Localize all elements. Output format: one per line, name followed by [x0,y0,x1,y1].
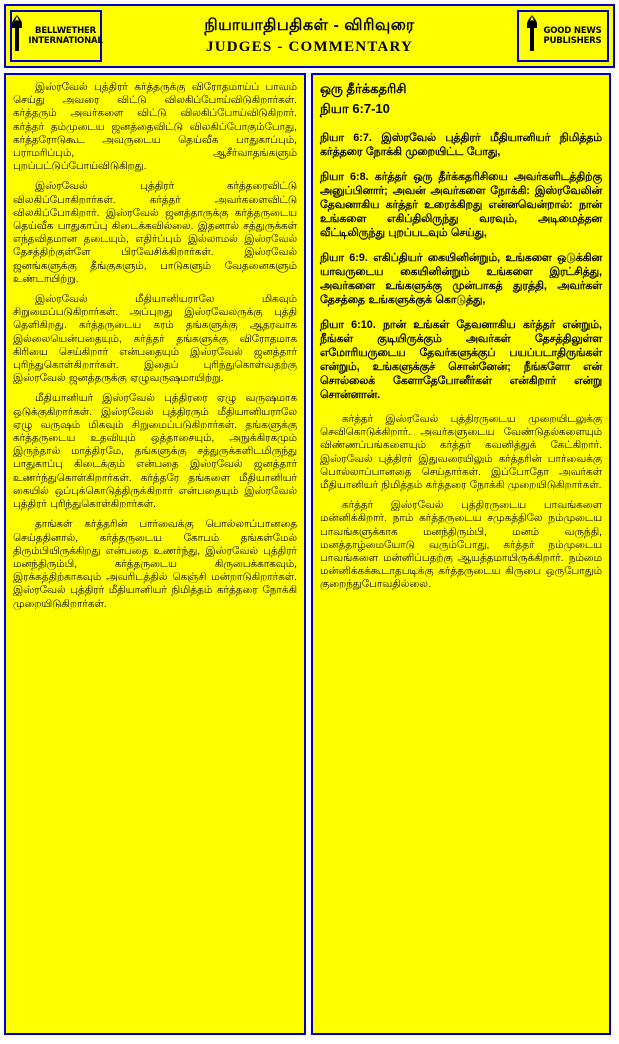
logo-line-1: BELLWETHER [35,26,96,36]
logo-line-2: PUBLISHERS [543,36,602,46]
logo-bellwether-label [28,26,102,46]
title-tamil: நியாயாதிபதிகள் - விரிவுரை [204,17,415,34]
paragraph: கர்த்தர் இஸ்ரவேல் புத்திரருடைய முறையிடலுக்கு செவிகொடுக்கிறார். அவர்களுடைய வேண்டுதல்களையும் விண்ணப்பங்களையும் கர்த்தர் கவனித்துக் கேட்கிறார். இஸ்ரவேல் புத்திரர் இதுவரையிலும் கர்த்தரின் பார்வைக்கு பொல்லாப்பானதை செய்தார்கள். இப்போதோ அவர்கள் மீதியானியர் நிமித்தம் கர்த்தரை நோக்கி முறையிடுகிறார்கள். [320,414,602,492]
logo-line-1: GOOD NEWS [543,26,602,36]
verse: நியா 6:9. எகிப்தியர் கையினின்றும், உங்களை ஒடுக்கின யாவருடைய கையினின்றும் உங்களை இரட்சித்து, அவர்களை உங்களுக்கு முன்பாகத் துரத்தி, அவர்கள் தேசத்தை உங்களுக்குக் கொடுத்து, [320,252,602,306]
paragraph: இஸ்ரவேல் புத்திரர் கர்த்தரைவிட்டு விலகிப்போகிறார்கள். கர்த்தர் அவர்களைவிட்டு விலகிப்போகிறார். இஸ்ரவேல் ஜனத்தாருக்கு கர்த்தருடைய தெய்வீக பாதுகாப்பு கிடைக்கவில்லை. இதனால் சத்துருக்கள் எந்தவிதமான தடையும், எதிர்ப்பும் இல்லாமல் இஸ்ரவேல் தேசத்திற்குள்ளே பிரவேசிக்கிறார்கள். இஸ்ரவேல் ஜனங்களுக்கு தீங்குகளும், பாடுகளும் வேதனைகளும் உண்டாயிற்று. [13,181,297,285]
paragraph: இஸ்ரவேல் புத்திரர் கர்த்தருக்கு விரோதமாய்ப் பாவம் செய்து அவரை விட்டு விலகிப்போய்விடுகிறார்கள். கர்த்தரும் அவர்களை விட்டு விலகிப்போய்விடுகிறார். கர்த்தர் தம்முடைய ஜனத்தைவிட்டு விலகிப்போகும்போது, கர்த்தரோடுகூட அவருடைய தெய்வீக பாதுகாப்பும், பராமரிப்பும், ஆசீர்வாதங்களும் புறப்பட்டுப்போய்விடுகிறது. [13,82,297,173]
verse: நியா 6:7. இஸ்ரவேல் புத்திரர் மீதியானியர் நிமித்தம் கர்த்தரை நோக்கி முறையிட்ட போது, [320,132,602,158]
logo-line-2: INTERNATIONAL [28,36,103,46]
paragraph: கர்த்தர் இஸ்ரவேல் புத்திரருடைய பாவங்களை மன்னிக்கிறார். நாம் கர்த்தருடைய சமுகத்திலே நம்முடைய பாவங்களுக்காக மனந்திரும்பி, மனம் வருந்தி, மனத்தாழ்மையோடு வரும்போது, கர்த்தர் நம்முடைய பாவங்களை மன்னிப்பதற்கு ஆயத்தமாயிருக்கிறார். நம்மை மன்னிக்கக்கூடாதபடிக்கு கர்த்தருடைய கிருபை ஒருபோதும் குறைந்துபோவதில்லை. [320,500,602,591]
paragraph: மீதியானியர் இஸ்ரவேல் புத்திரரை ஏழு வருஷமாக ஒடுக்குகிறார்கள். இஸ்ரவேல் புத்திரரும் மீதியானியராலே ஏழு வருஷம் மிகவும் சிறுமைப்படுகிறார்கள். தங்களுக்கு கர்த்தருடைய உதவியும் ஒத்தாசையும், அநுக்கிரகமும் இருந்தால் மாத்திரமே, தங்களுக்கு சத்துருக்களிடமிருந்து பாதுகாப்பு கிடைக்கும் என்பதை இஸ்ரவேல் ஜனத்தார் உணர்ந்துகொள்கிறார்கள். கர்த்தரே தங்களை மீதியானியர் கையில் ஒப்புக்கொடுத்திருக்கிறார் என்பதையும் இஸ்ரவேல் புத்திரர் புரிந்துகொள்கிறார்கள். [13,393,297,511]
logo-bellwether-international [10,10,102,62]
page-header [4,4,615,68]
left-column [4,73,306,1035]
page-title [106,6,513,66]
verse: நியா 6:8. கர்த்தர் ஒரு தீர்க்கதரிசியை அவர்களிடத்திற்கு அனுப்பினார்; அவன் அவர்களை நோக்கி: இஸ்ரவேலின் தேவனாகிய கர்த்தர் உரைக்கிறது என்னவென்றால்: நான் உங்களை எகிப்திலிருந்து வரவும், அடிமைத்தன வீட்டிலிருந்து புறப்படவும் செய்து, [320,171,602,239]
torch-icon [9,15,25,58]
section-heading: ஒரு தீர்க்கதரிசி [320,81,407,96]
scripture-reference: நியா 6:7-10 [320,101,390,116]
paragraph: தாங்கள் கர்த்தரின் பார்வைக்கு பொல்லாப்பானதை செய்ததினால், கர்த்தருடைய கோபம் தங்கள்மேல் திரும்பியிருக்கிறது என்பதை உணர்ந்து, இஸ்ரவேல் புத்திரர் மனந்திரும்பி, கர்த்தருடைய கிருபைக்காகவும், இரக்கத்திற்காகவும் அவரிடத்தில் கெஞ்சி மன்றாடுகிறார்கள். இஸ்ரவேல் புத்திரர் மீதியானியர் நிமித்தம் கர்த்தரை நோக்கி முறையிடுகிறார்கள். [13,519,297,610]
right-column [311,73,611,1035]
content-columns [4,73,615,1035]
logo-good-news-label [543,26,601,46]
verse: நியா 6:10. நான் உங்கள் தேவனாகிய கர்த்தர் என்றும், நீங்கள் குடியிருக்கும் அவர்கள் தேசத்திலுள்ள எமோரியருடைய தேவர்களுக்குப் பயப்படாதிருங்கள் என்றும், உங்களுக்குச் சொன்னேன்; நீங்களோ என் சொல்லைக் கேளாதேபோனீர்கள் என்கிறார் என்று சொன்னான். [320,319,602,401]
logo-good-news-publishers [517,10,609,62]
torch-icon [524,15,540,58]
paragraph: இஸ்ரவேல் மீதியானியராலே மிகவும் சிறுமைப்படுகிறார்கள். அப்புறது இஸ்ரவேலருக்கு புத்தி தெளிகிறது. கர்த்தருடைய கரம் தங்களுக்கு ஆதரவாக இல்லையென்பதையும், கர்த்தர் தங்களுக்கு விரோதமாக கிரியை செய்கிறார் என்பதையும் இஸ்ரவேல் ஜனத்தார் புரிந்துகொள்கிறார்கள். இதைப் புரிந்துகொள்வதற்கு இஸ்ரவேல் ஜனத்தருக்கு ஏழுவருஷமாயிற்று. [13,294,297,385]
title-english: JUDGES - COMMENTARY [206,39,413,55]
